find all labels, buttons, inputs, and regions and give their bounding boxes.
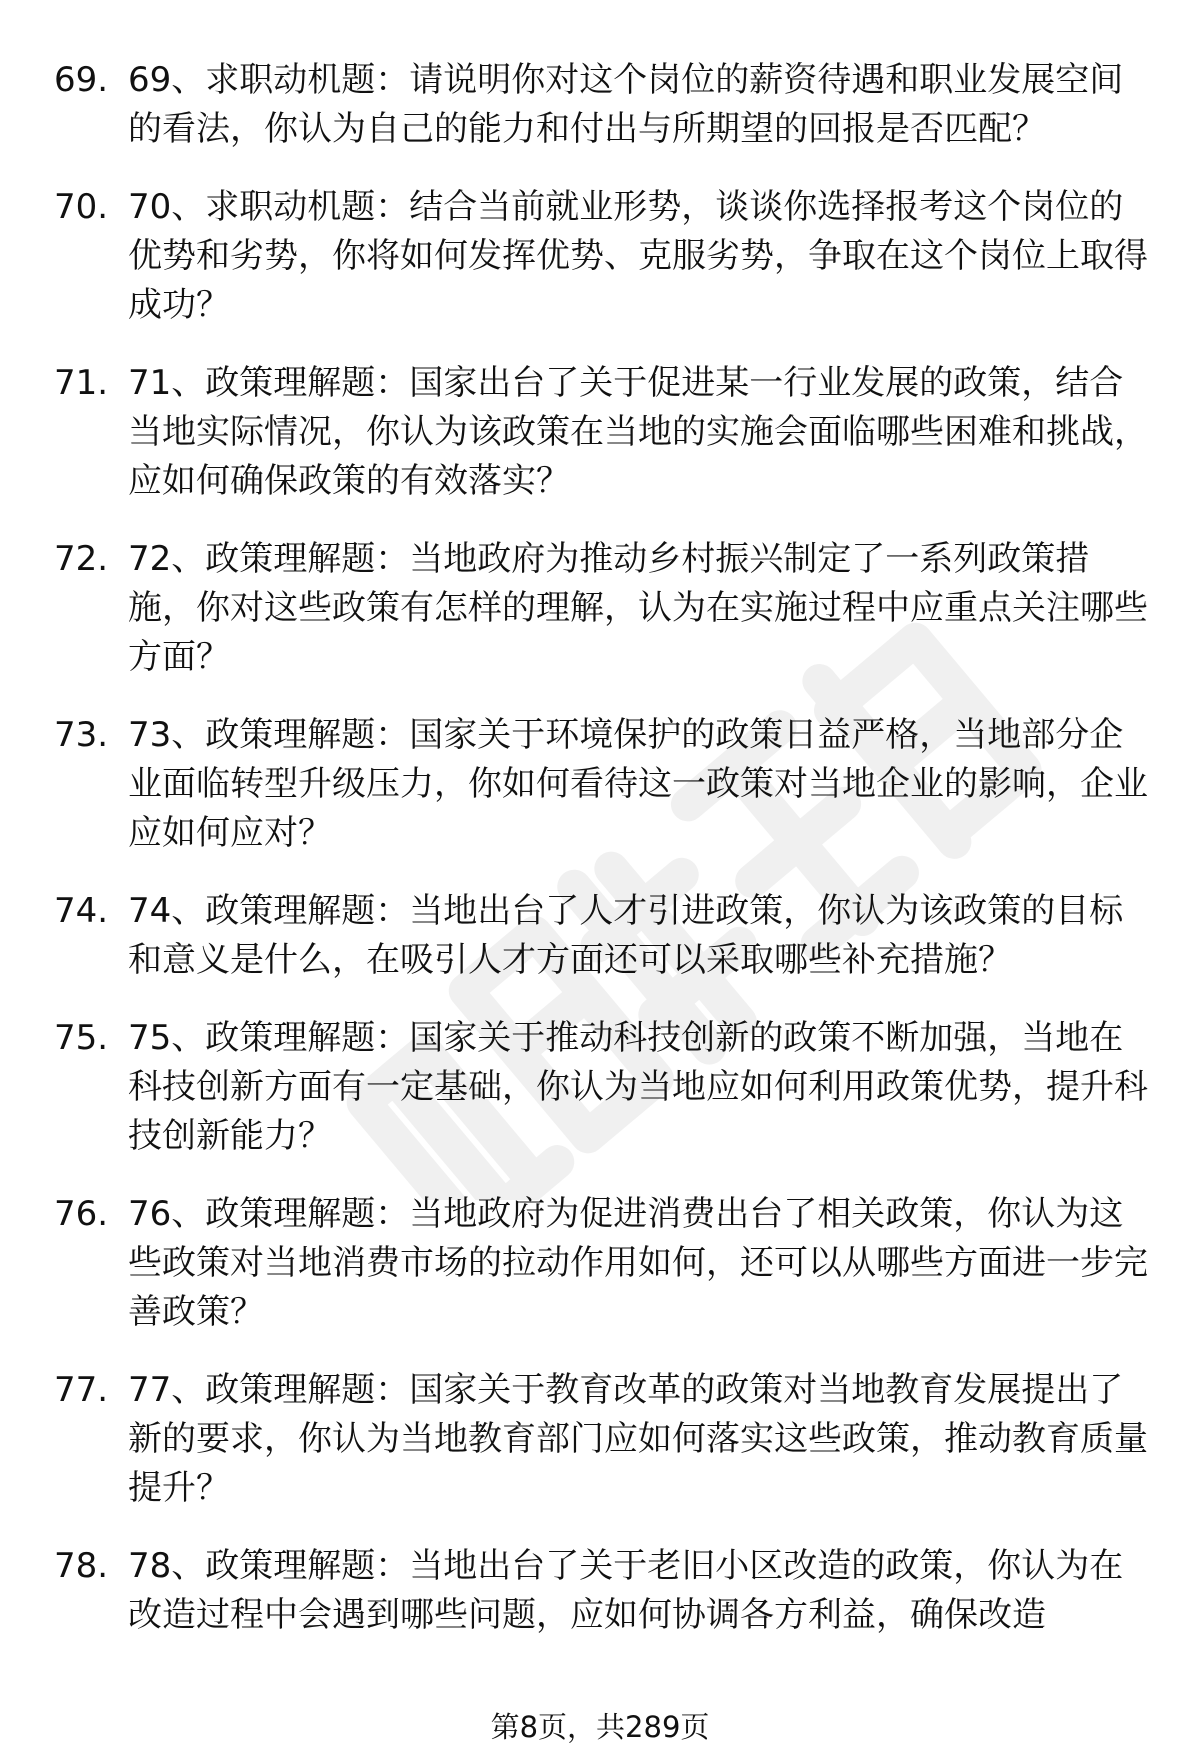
question-item <box>0 1366 1200 1513</box>
question-item <box>0 1190 1200 1337</box>
question-item <box>0 359 1200 506</box>
question-text: 74、政策理解题：当地出台了人才引进政策，你认为该政策的目标和意义是什么，在吸引人才方面还可以采取哪些补充措施？ <box>128 891 1124 980</box>
page-footer: 第8页，共289页 <box>490 1710 710 1744</box>
question-text: 75、政策理解题：国家关于推动科技创新的政策不断加强，当地在科技创新方面有一定基础，你认为当地应如何利用政策优势，提升科技创新能力？ <box>128 1018 1148 1156</box>
question-number: 75. <box>54 1018 109 1058</box>
question-item <box>0 711 1200 858</box>
question-item <box>0 887 1200 985</box>
question-text: 70、求职动机题：结合当前就业形势，谈谈你选择报考这个岗位的优势和劣势，你将如何发挥优势、克服劣势，争取在这个岗位上取得成功？ <box>128 187 1148 325</box>
question-text: 72、政策理解题：当地政府为推动乡村振兴制定了一系列政策措施，你对这些政策有怎样的理解，认为在实施过程中应重点关注哪些方面？ <box>128 539 1148 677</box>
question-text: 76、政策理解题：当地政府为促进消费出台了相关政策，你认为这些政策对当地消费市场的拉动作用如何，还可以从哪些方面进一步完善政策？ <box>128 1194 1148 1332</box>
question-item <box>0 56 1200 154</box>
question-item <box>0 1542 1200 1640</box>
question-number: 71. <box>54 363 109 403</box>
question-number: 69. <box>54 60 109 100</box>
question-text: 73、政策理解题：国家关于环境保护的政策日益严格，当地部分企业面临转型升级压力，你如何看待这一政策对当地企业的影响，企业应如何应对？ <box>128 715 1148 853</box>
question-number: 78. <box>54 1546 109 1586</box>
question-text: 77、政策理解题：国家关于教育改革的政策对当地教育发展提出了新的要求，你认为当地教育部门应如何落实这些政策，推动教育质量提升？ <box>128 1370 1148 1508</box>
question-item <box>0 535 1200 682</box>
question-number: 74. <box>54 891 109 931</box>
question-text: 78、政策理解题：当地出台了关于老旧小区改造的政策，你认为在改造过程中会遇到哪些问题，应如何协调各方利益，确保改造 <box>128 1546 1124 1635</box>
question-number: 73. <box>54 715 109 755</box>
question-text: 71、政策理解题：国家出台了关于促进某一行业发展的政策，结合当地实际情况，你认为该政策在当地的实施会面临哪些困难和挑战，应如何确保政策的有效落实？ <box>128 363 1148 501</box>
question-number: 77. <box>54 1370 109 1410</box>
question-number: 70. <box>54 187 109 227</box>
question-text: 69、求职动机题：请说明你对这个岗位的薪资待遇和职业发展空间的看法，你认为自己的能力和付出与所期望的回报是否匹配？ <box>128 60 1124 149</box>
question-number: 76. <box>54 1194 109 1234</box>
question-list <box>0 56 1200 1669</box>
question-number: 72. <box>54 539 109 579</box>
question-item <box>0 1014 1200 1161</box>
question-item <box>0 183 1200 330</box>
